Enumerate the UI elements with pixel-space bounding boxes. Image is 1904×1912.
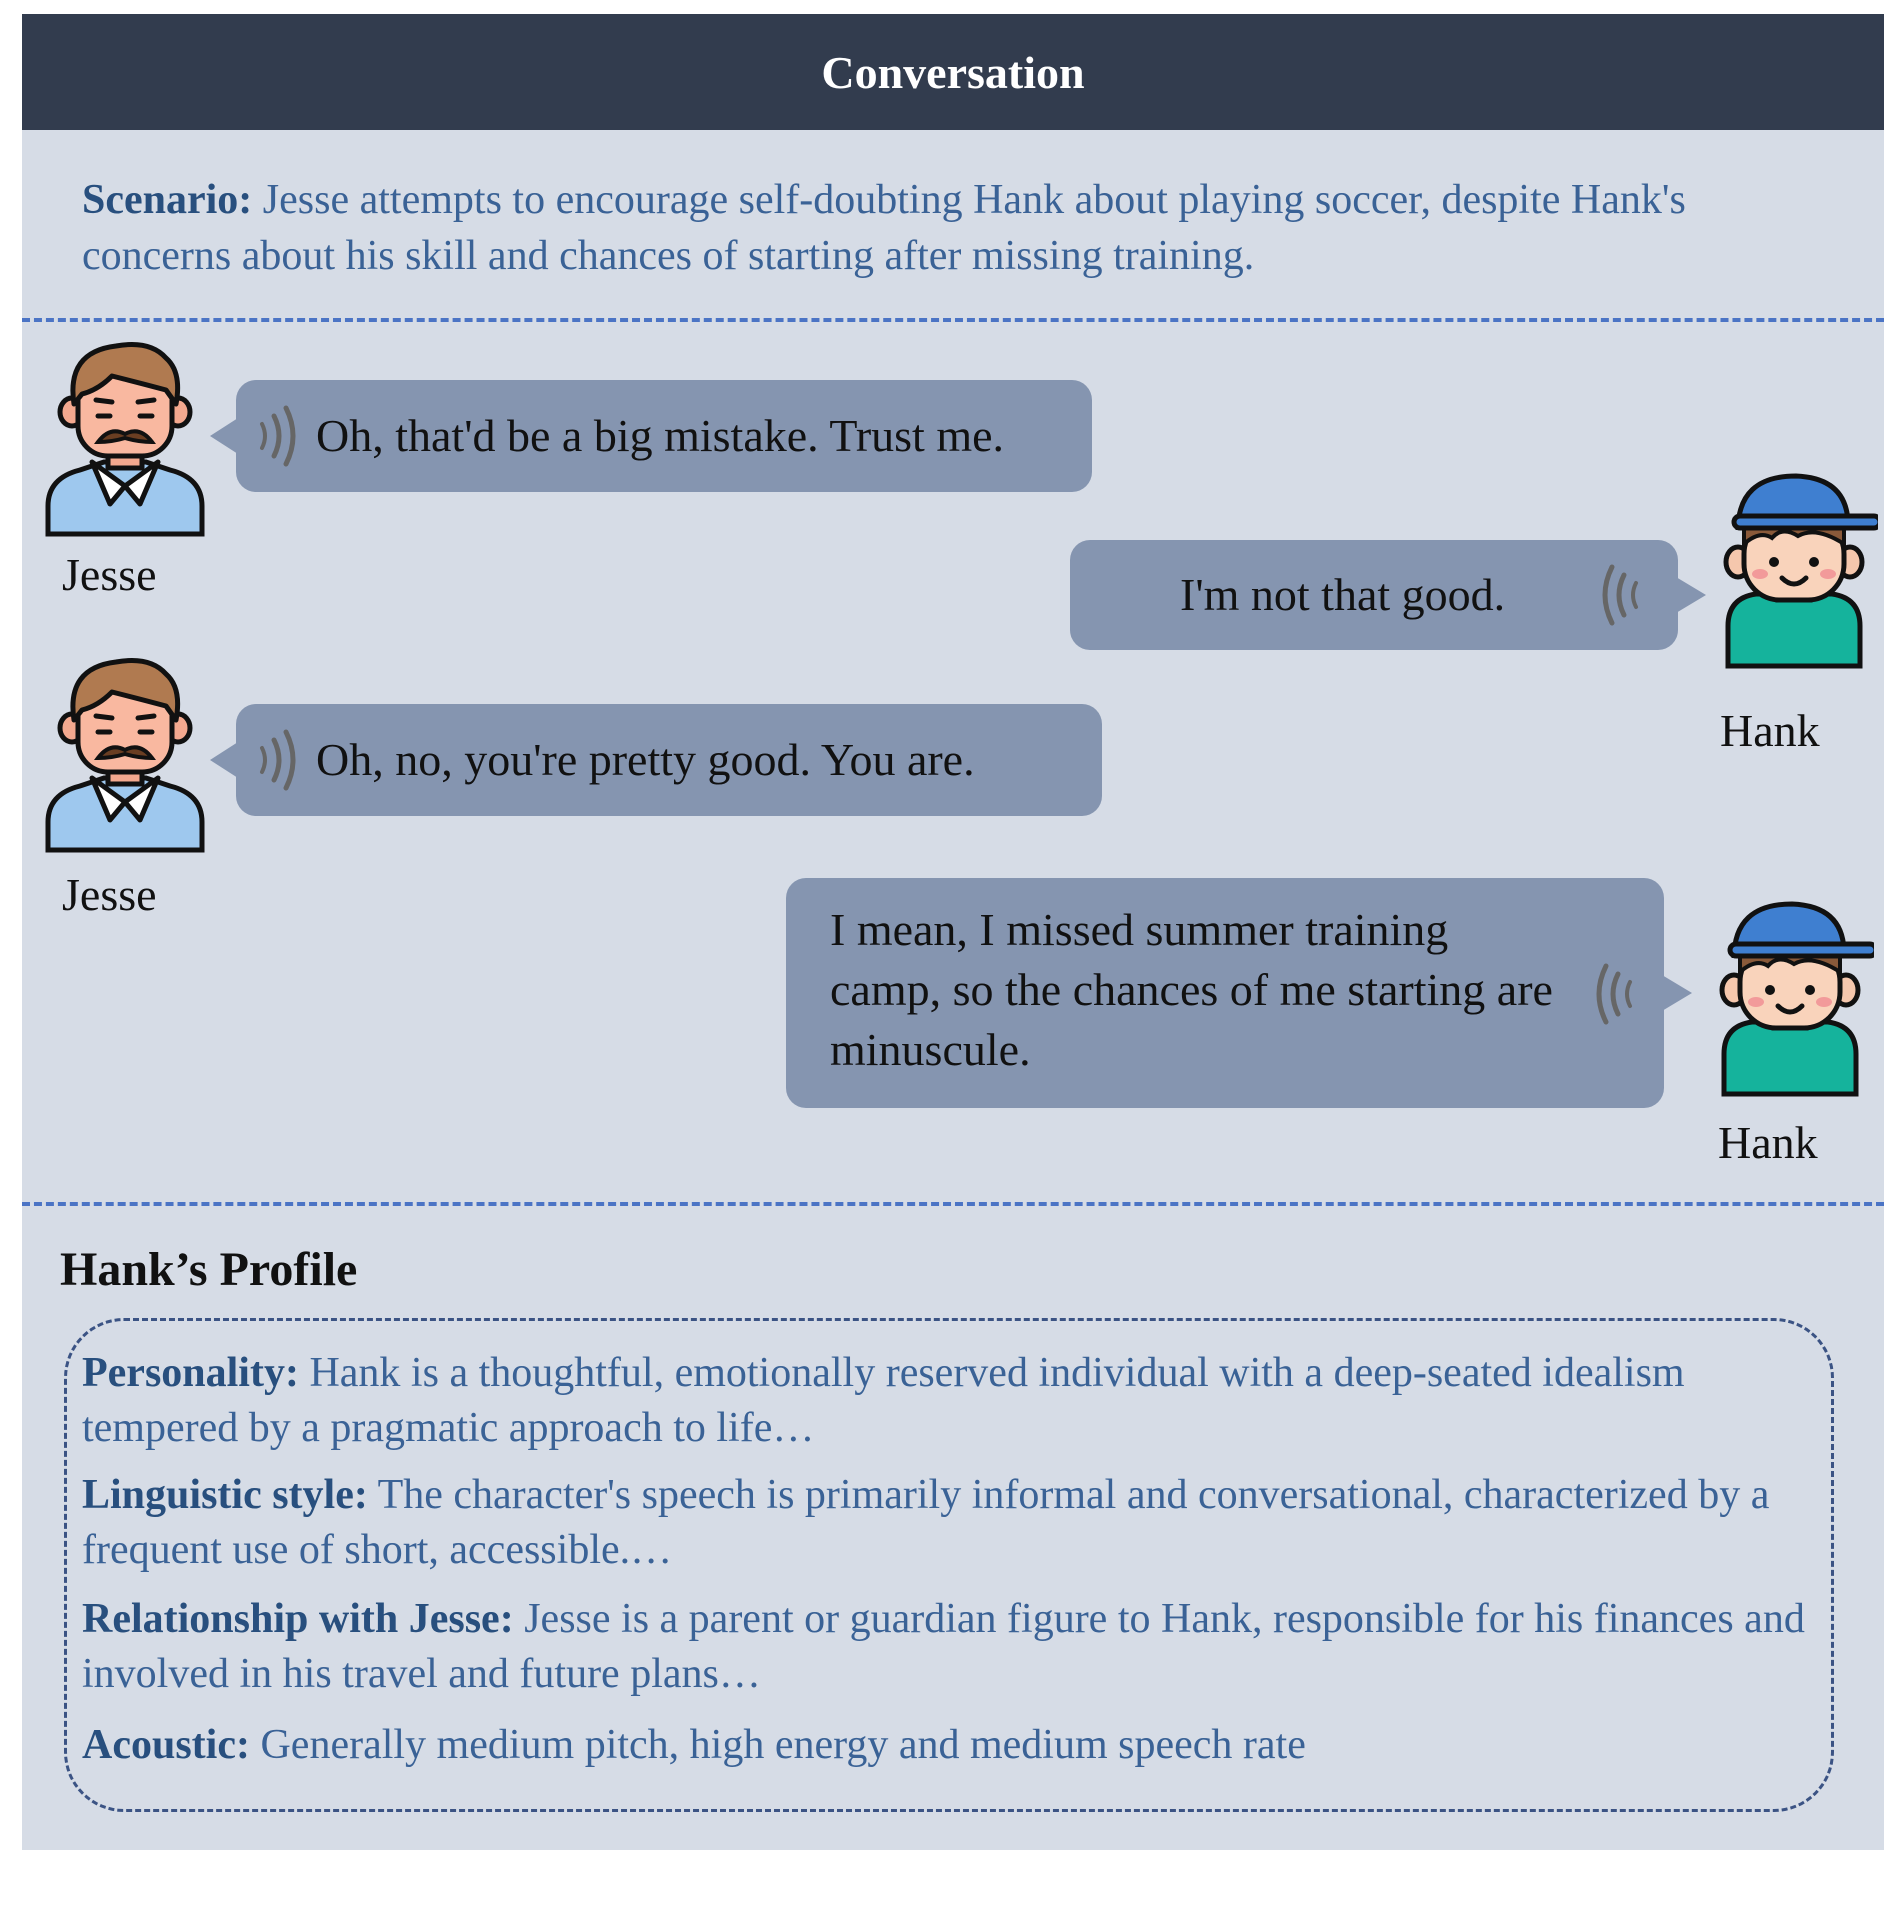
page-title	[22, 14, 1884, 130]
speech-wave-icon	[254, 404, 302, 468]
profile-relationship	[82, 1592, 1822, 1702]
message-bubble	[236, 380, 1092, 492]
hank-avatar-icon	[1708, 470, 1878, 670]
message-text: Oh, no, you're pretty good. You are.	[316, 734, 975, 785]
header-title: Conversation	[821, 46, 1085, 98]
profile-linguistic-style	[82, 1468, 1822, 1578]
speaker-name: Hank	[1718, 1117, 1818, 1168]
profile-value: The character's speech is primarily informal and conversational, characterized by a frequent use of short, accessible.…	[82, 1472, 1770, 1573]
profile-value: Hank is a thoughtful, emotionally reserved individual with a deep-seated idealism tempered by a pragmatic approach to life…	[82, 1350, 1685, 1451]
jesse-avatar-icon	[40, 654, 210, 854]
jesse-avatar-icon	[40, 338, 210, 538]
scenario-body: Jesse attempts to encourage self-doubting Hank about playing soccer, despite Hank's concerns about his skill and chances of starting after missing training.	[82, 177, 1686, 279]
scenario-label: Scenario:	[82, 177, 253, 223]
profile-value: Generally medium pitch, high energy and medium speech rate	[260, 1722, 1306, 1768]
profile-acoustic	[82, 1718, 1822, 1773]
profile-title: Hank’s Profile	[60, 1243, 358, 1296]
speaker-name: Hank	[1720, 705, 1820, 756]
hank-avatar-icon	[1704, 898, 1874, 1098]
profile-label: Personality:	[82, 1350, 299, 1396]
profile-label: Acoustic:	[82, 1722, 250, 1768]
speech-wave-icon	[1596, 563, 1644, 627]
profile-label: Linguistic style:	[82, 1472, 368, 1518]
scenario-text	[82, 172, 1742, 284]
profile-value: Jesse is a parent or guardian figure to Hank, responsible for his finances and involved in his travel and future plans…	[82, 1596, 1805, 1697]
profile-personality	[82, 1346, 1822, 1456]
speaker-name: Jesse	[62, 869, 157, 920]
divider-bottom	[22, 1202, 1884, 1206]
message-text: I'm not that good.	[1180, 569, 1506, 620]
speech-wave-icon	[254, 728, 302, 792]
speaker-name: Jesse	[62, 549, 157, 600]
message-bubble	[786, 878, 1664, 1108]
divider-top	[22, 318, 1884, 322]
message-bubble	[236, 704, 1102, 816]
profile-label: Relationship with Jesse:	[82, 1596, 514, 1642]
message-bubble	[1070, 540, 1678, 650]
speech-wave-icon	[1590, 962, 1638, 1026]
message-text: I mean, I missed summer training camp, so the chances of me starting are minuscule.	[830, 904, 1553, 1075]
message-text: Oh, that'd be a big mistake. Trust me.	[316, 410, 1005, 461]
